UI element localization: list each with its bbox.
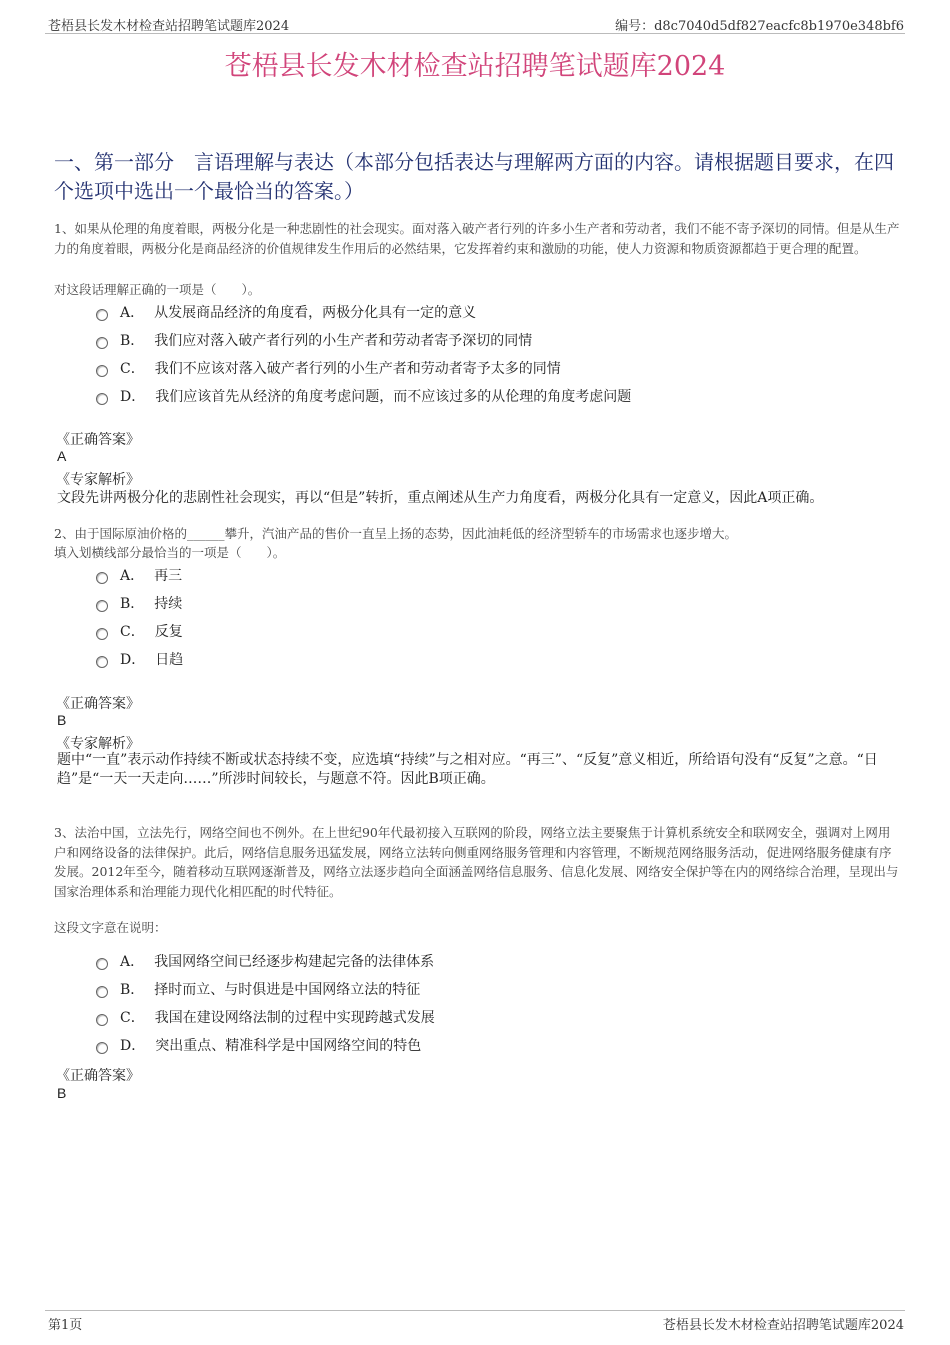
option-letter: B． bbox=[120, 982, 145, 998]
radio-button-icon[interactable] bbox=[96, 337, 108, 349]
radio-button-icon[interactable] bbox=[96, 365, 108, 377]
option-text: 再三 bbox=[154, 568, 183, 584]
option-letter: A． bbox=[120, 954, 145, 970]
question-2-text: 2、由于国际原油价格的______攀升，汽油产品的售价一直呈上扬的态势，因此油耗低的经济型轿车的市场需求也逐步增大。 bbox=[54, 526, 737, 541]
question-2-analysis: 题中“一直”表示动作持续不断或状态持续不变，应选填“持续”与之相对应。“再三”、“反复”意义相近，所给语句没有“反复”之意。“日趋”是“一天一天走向……”所涉时间较长，与题意不符。因此B项正确。 bbox=[57, 752, 878, 787]
page-title: 苍梧县长发木材检查站招聘笔试题库2024 bbox=[224, 51, 726, 82]
option-letter: D． bbox=[120, 1038, 146, 1054]
radio-button-icon[interactable] bbox=[96, 600, 108, 612]
radio-button-icon[interactable] bbox=[96, 986, 108, 998]
question-1-answer: A bbox=[57, 448, 67, 464]
radio-button-icon[interactable] bbox=[96, 393, 108, 405]
page-number: 第1页 bbox=[48, 1318, 83, 1333]
option-text: 我国在建设网络法制的过程中实现跨越式发展 bbox=[154, 1010, 435, 1026]
radio-button-icon[interactable] bbox=[96, 1042, 108, 1054]
question-1-option-a[interactable] bbox=[96, 301, 476, 323]
radio-button-icon[interactable] bbox=[96, 309, 108, 321]
radio-button-icon[interactable] bbox=[96, 656, 108, 668]
question-2-option-d[interactable] bbox=[96, 648, 183, 670]
option-text: 我们应该首先从经济的角度考虑问题，而不应该过多的从伦理的角度考虑问题 bbox=[155, 389, 632, 405]
analysis-label: 《专家解析》 bbox=[56, 472, 140, 488]
option-text: 我国网络空间已经逐步构建起完备的法律体系 bbox=[154, 954, 435, 970]
answer-label: 《正确答案》 bbox=[56, 696, 140, 712]
option-text: 持续 bbox=[154, 596, 183, 612]
answer-label: 《正确答案》 bbox=[56, 432, 140, 448]
option-text: 反复 bbox=[154, 624, 183, 640]
question-3-option-b[interactable] bbox=[96, 978, 420, 1000]
question-2-option-a[interactable] bbox=[96, 564, 182, 586]
question-2-answer: B bbox=[57, 712, 67, 728]
option-letter: C． bbox=[120, 361, 145, 377]
option-text: 择时而立、与时俱进是中国网络立法的特征 bbox=[154, 982, 421, 998]
question-2-option-c[interactable] bbox=[96, 620, 183, 642]
question-3-option-a[interactable] bbox=[96, 950, 434, 972]
option-letter: A． bbox=[120, 568, 145, 584]
option-letter: C． bbox=[120, 624, 145, 640]
answer-label: 《正确答案》 bbox=[56, 1068, 140, 1084]
question-3-option-c[interactable] bbox=[96, 1006, 435, 1028]
question-3-option-d[interactable] bbox=[96, 1034, 421, 1056]
option-letter: B． bbox=[120, 333, 145, 349]
header-doc-title: 苍梧县长发木材检查站招聘笔试题库2024 bbox=[48, 19, 290, 34]
question-1-prompt: 对这段话理解正确的一项是（ ）。 bbox=[54, 282, 261, 297]
option-text: 日趋 bbox=[155, 652, 184, 668]
option-letter: B． bbox=[120, 596, 145, 612]
option-text: 我们应对落入破产者行列的小生产者和劳动者寄予深切的同情 bbox=[154, 333, 533, 349]
radio-button-icon[interactable] bbox=[96, 628, 108, 640]
question-2-option-b[interactable] bbox=[96, 592, 182, 614]
header-divider bbox=[45, 33, 905, 34]
option-letter: D． bbox=[120, 389, 146, 405]
question-1-analysis: 文段先讲两极分化的悲剧性社会现实，再以“但是”转折，重点阐述从生产力角度看，两极分化具有一定意义，因此A项正确。 bbox=[57, 490, 824, 506]
analysis-label: 《专家解析》 bbox=[56, 736, 140, 752]
question-1-option-d[interactable] bbox=[96, 385, 631, 407]
radio-button-icon[interactable] bbox=[96, 958, 108, 970]
radio-button-icon[interactable] bbox=[96, 1014, 108, 1026]
option-text: 突出重点、精准科学是中国网络空间的特色 bbox=[155, 1038, 422, 1054]
footer-divider bbox=[45, 1310, 905, 1311]
question-3-text: 3、法治中国，立法先行，网络空间也不例外。在上世纪90年代最初接入互联网的阶段，网络立法主要聚焦于计算机系统安全和联网安全，强调对上网用户和网络设备的法律保护。此后，网络信息服务迅猛发展，网络立法转向侧重网络服务管理和内容管理，不断规范网络服务活动，促进网络服务健康有序发展。2012年至今，随着移动互联网逐渐普及，网络立法逐步趋向全面涵盖网络信息服务、信息化发展、网络安全保护等在内的网络综合治理，呈现出与国家治理体系和治理能力现代化相匹配的时代特征。 bbox=[54, 825, 899, 899]
question-2-prompt: 填入划横线部分最恰当的一项是（ ）。 bbox=[54, 545, 286, 560]
option-text: 从发展商品经济的角度看，两极分化具有一定的意义 bbox=[154, 305, 477, 321]
option-letter: C． bbox=[120, 1010, 145, 1026]
option-letter: D． bbox=[120, 652, 146, 668]
footer-doc-title: 苍梧县长发木材检查站招聘笔试题库2024 bbox=[662, 1318, 904, 1333]
header-doc-number: 编号：d8c7040d5df827eacfc8b1970e348bf6 bbox=[615, 19, 904, 34]
question-3-prompt: 这段文字意在说明： bbox=[54, 920, 167, 935]
question-1-option-c[interactable] bbox=[96, 357, 561, 379]
section-heading: 一、第一部分 言语理解与表达（本部分包括表达与理解两方面的内容。请根据题目要求，在四个选项中选出一个最恰当的答案。） bbox=[54, 150, 894, 203]
radio-button-icon[interactable] bbox=[96, 572, 108, 584]
option-letter: A． bbox=[120, 305, 145, 321]
question-1-option-b[interactable] bbox=[96, 329, 532, 351]
question-3-answer: B bbox=[57, 1085, 67, 1101]
question-1-text: 1、如果从伦理的角度着眼，两极分化是一种悲剧性的社会现实。面对落入破产者行列的许多小生产者和劳动者，我们不能不寄予深切的同情。但是从生产力的角度着眼，两极分化是商品经济的价值规律发生作用后的必然结果，它发挥着约束和激励的功能，使人力资源和物质资源都趋于更合理的配置。 bbox=[54, 221, 900, 256]
option-text: 我们不应该对落入破产者行列的小生产者和劳动者寄予太多的同情 bbox=[154, 361, 561, 377]
